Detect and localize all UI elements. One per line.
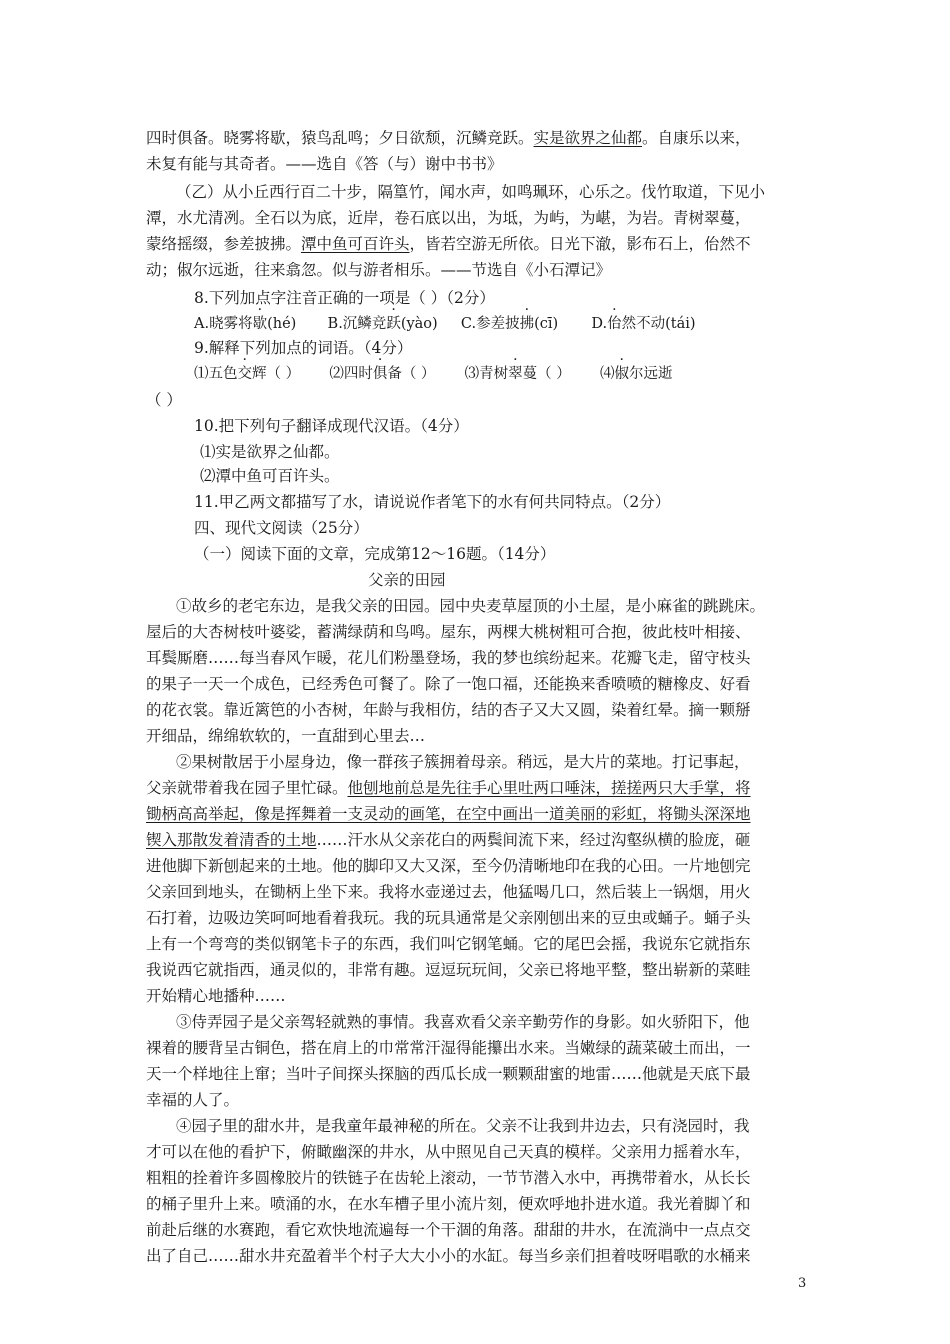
classical-line-1 <box>146 126 751 150</box>
dotted-char: 俱 <box>372 366 388 382</box>
text: ……汗水从父亲花白的两鬓间流下来，经过沟壑纵横的脸庞，砸 <box>316 831 751 849</box>
question-10-sentence-2: ⑵潭中鱼可百许头。 <box>200 467 340 485</box>
item-4: ⑷ <box>599 366 615 382</box>
classical-line-5 <box>146 232 751 256</box>
underlined-sentence: 他刨地前总是先往手心里吐两口唾沫，搓搓两只大手掌，将 <box>347 779 751 797</box>
paragraph-1-line: 的花衣裳。靠近篱笆的小杏树，年龄与我相仿，结的杏子又大又圆，染着红晕。摘一颗掰 <box>146 701 751 719</box>
paragraph-4-line: 才可以在他的看护下，俯瞰幽深的井水，从中照见自己天真的模样。父亲用力摇着水车， <box>146 1143 751 1161</box>
classical-line-2: 未复有能与其奇者。——选自《答（与）谢中书书》 <box>146 155 503 173</box>
dotted-char: 俶 <box>614 366 629 382</box>
text: 蒙络摇缀，参差披拂。 <box>146 235 302 253</box>
paragraph-2-line: 上有一个弯弯的类似钢笔卡子的东西，我们叫它钢笔蛹。它的尾巴会摇，我说东它就指东 <box>146 935 751 953</box>
item-3: ⑶青树 <box>464 366 509 382</box>
item-3-blank: 蔓（ ） <box>522 366 571 382</box>
paragraph-1-line: ①故乡的老宅东边，是我父亲的田园。园中央麦草屋顶的小土屋，是小麻雀的跳跳床。 <box>176 597 766 615</box>
paragraph-3-line: 天一个样地往上窜；当叶子间探头探脑的西瓜长成一颗颗甜蜜的地雷……他就是天底下最 <box>146 1065 751 1083</box>
paragraph-4-line: 前赴后继的水赛跑，看它欢快地流遍每一个干涸的角落。甜甜的井水，在流淌中一点点交 <box>146 1221 751 1239</box>
dotted-char: 拂 <box>519 316 535 332</box>
item-4-text: 尔远逝 <box>628 366 673 382</box>
paragraph-3-line: 裸着的腰背呈古铜色，搭在肩上的巾常常汗湿得能攥出水来。当嫩绿的蔬菜破土而出，一 <box>146 1039 751 1057</box>
question-9-tail-blank: （ ） <box>146 391 182 409</box>
question-10-sentence-1: ⑴实是欲界之仙都。 <box>200 443 340 461</box>
option-b: B.沉鳞竞 <box>327 316 387 332</box>
option-a: A.晓雾将 <box>194 316 253 332</box>
paragraph-1-line: 屋后的大杏树枝叶婆娑，蓄满绿荫和鸟鸣。屋东，两棵大桃树粗可合抱，彼此枝叶相接、 <box>146 623 751 641</box>
text: 父亲就带着我在园子里忙碌。 <box>146 779 348 797</box>
article-title: 父亲的田园 <box>368 571 446 589</box>
paragraph-2-line: 开始精心地播种…… <box>146 987 286 1005</box>
paragraph-1-line: 开细品，绵绵软软的，一直甜到心里去… <box>146 727 426 745</box>
option-c-pinyin: (cī) <box>534 316 559 332</box>
paragraph-2-line <box>146 828 751 852</box>
paragraph-4-line: 出了自己……甜水井充盈着半个村子大大小小的水缸。每当乡亲们担着吱呀唱歌的水桶来 <box>146 1247 751 1265</box>
option-d-pinyin: 然不动(tái) <box>621 316 696 332</box>
classical-line-6: 动；俶尔远逝，往来翕忽。似与游者相乐。——节选自《小石潭记》 <box>146 261 612 279</box>
page-number: 3 <box>798 1276 807 1291</box>
question-8-options <box>194 312 696 336</box>
item-2-blank: 备（ ） <box>387 366 436 382</box>
underlined-sentence: 实是欲界之仙都 <box>533 129 643 147</box>
paragraph-4-line: ④园子里的甜水井，是我童年最神秘的所在。父亲不让我到井边去，只有浇园时，我 <box>176 1117 750 1135</box>
question-8: 8.下列加点字注音正确的一项是（ ）（2分） <box>194 289 495 307</box>
dotted-char: 佁 <box>607 316 622 332</box>
question-11: 11.甲乙两文都描写了水，请说说作者笔下的水有何共同特点。（2分） <box>194 493 671 511</box>
question-9-items <box>194 362 672 386</box>
item-2: ⑵四时 <box>329 366 373 382</box>
classical-line-4: 潭，水尤清冽。全石以为底，近岸，卷石底以出，为坻，为屿，为嵁，为岩。青树翠蔓， <box>146 209 751 227</box>
option-b-pinyin: (yào) <box>400 316 438 332</box>
dotted-char: 歇 <box>252 316 268 332</box>
item-1: ⑴五色 <box>194 366 238 382</box>
paragraph-2-line: 石打着，边吸边笑呵呵地看着我玩。我的玩具通常是父亲刚刨出来的豆虫或蛹子。蛹子头 <box>146 909 751 927</box>
text: 四时俱备。晓雾将歇，猿鸟乱鸣；夕日欲颓，沉鳞竞跃。 <box>146 129 534 147</box>
paragraph-3-line: 幸福的人了。 <box>146 1091 240 1109</box>
question-10: 10.把下列句子翻译成现代汉语。（4分） <box>194 417 469 435</box>
paragraph-4-line: 粗粗的拴着许多圆橡胶片的铁链子在齿轮上滚动，一节节潜入水中，再携带着水，从长长 <box>146 1169 751 1187</box>
text: ，皆若空游无所依。日光下澈，影布石上，佁然不 <box>409 235 751 253</box>
paragraph-2-line <box>146 776 751 800</box>
paragraph-2-line: 进他脚下新刨起来的土地。他的脚印又大又深，至今仍清晰地印在我的心田。一片地刨完 <box>146 857 751 875</box>
dotted-char: 交 <box>237 366 252 382</box>
option-a-pinyin: (hé) <box>267 316 297 332</box>
paragraph-4-line: 的桶子里升上来。喷涌的水，在水车槽子里小流片刻，便欢呼地扑进水道。我光着脚丫和 <box>146 1195 751 1213</box>
paragraph-1-line: 的果子一天一个成色，已经秀色可餐了。除了一饱口福，还能换来香喷喷的糖橡皮、好看 <box>146 675 751 693</box>
item-1-blank: 辉（ ） <box>252 366 301 382</box>
text: 。自康乐以来， <box>642 129 751 147</box>
paragraph-2-line: 父亲回到地头，在锄柄上坐下来。我将水壶递过去，他猛喝几口，然后装上一锅烟，用火 <box>146 883 751 901</box>
dotted-char: 翠 <box>508 366 523 382</box>
option-c: C.参差披 <box>460 316 520 332</box>
paragraph-2-line: 锄柄高高举起，像是挥舞着一支灵动的画笔，在空中画出一道美丽的彩虹，将锄头深深地 <box>146 805 751 823</box>
paragraph-2-line: 我说西它就指西，通灵似的，非常有趣。逗逗玩玩间，父亲已将地平整，整出崭新的菜畦 <box>146 961 751 979</box>
paragraph-1-line: 耳鬓厮磨……每当春风乍暖，花儿们粉墨登场，我的梦也缤纷起来。花瓣飞走，留守枝头 <box>146 649 751 667</box>
paragraph-2-line: ②果树散居于小屋身边，像一群孩子簇拥着母亲。稍远，是大片的菜地。打记事起， <box>176 753 750 771</box>
section-heading: 四、现代文阅读（25分） <box>194 519 369 537</box>
option-d: D. <box>591 316 608 332</box>
dotted-char: 跃 <box>386 316 401 332</box>
paragraph-3-line: ③侍弄园子是父亲驾轻就熟的事情。我喜欢看父亲辛勤劳作的身影。如火骄阳下，他 <box>176 1013 750 1031</box>
classical-line-3: （乙）从小丘西行百二十步，隔篁竹，闻水声，如鸣珮环，心乐之。伐竹取道，下见小 <box>176 183 766 201</box>
section-subheading: （一）阅读下面的文章，完成第12～16题。（14分） <box>194 545 556 563</box>
underlined-sentence: 潭中鱼可百许头 <box>301 235 410 253</box>
underlined-sentence: 锲入那散发着清香的土地 <box>146 831 317 849</box>
question-9: 9.解释下列加点的词语。（4分） <box>194 339 413 357</box>
